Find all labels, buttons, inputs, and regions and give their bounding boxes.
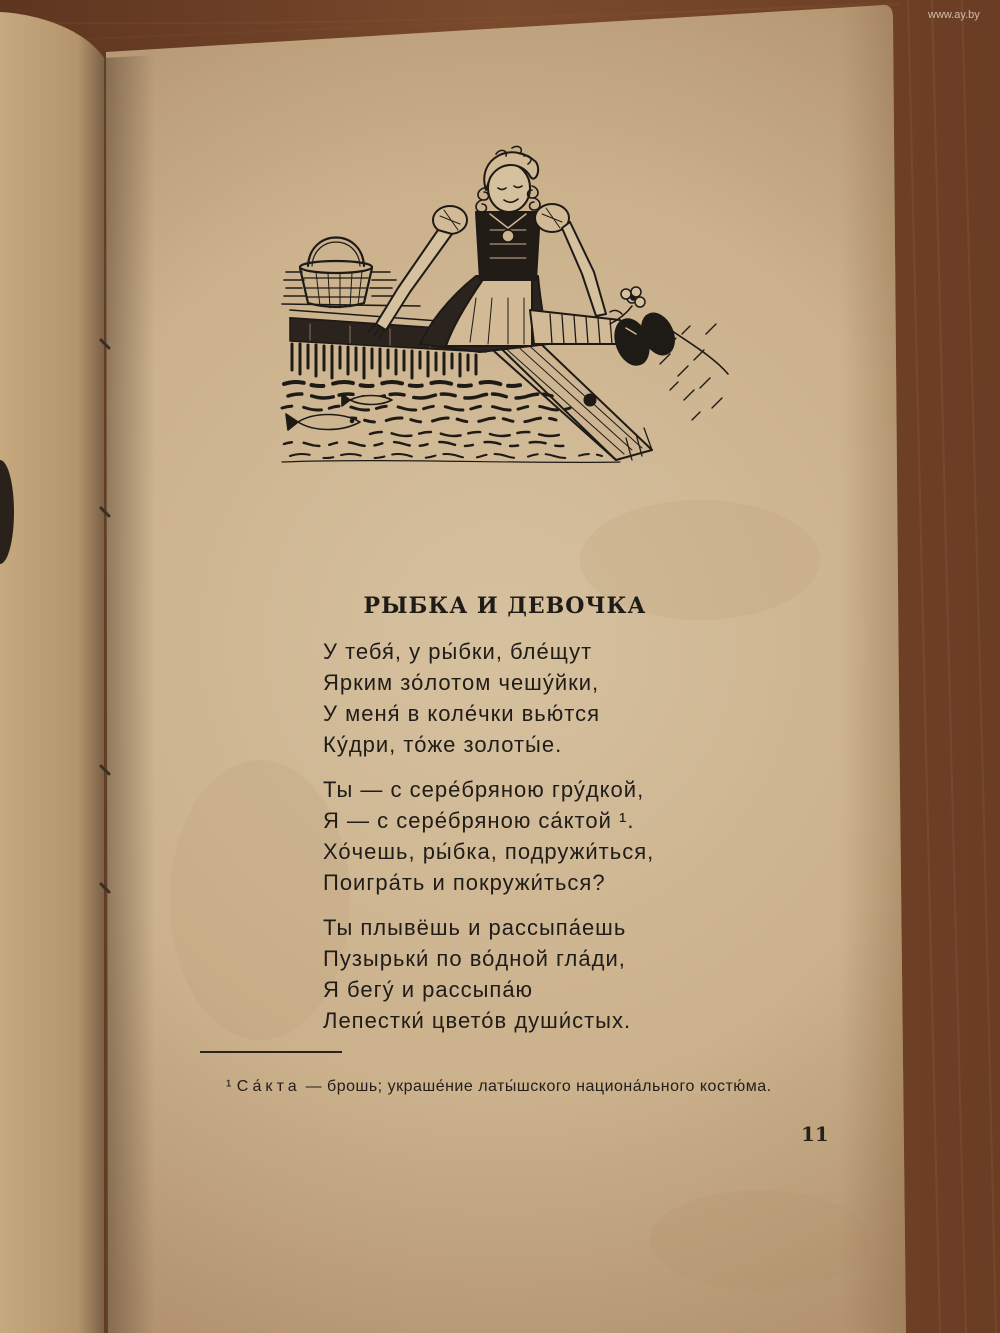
brooch (502, 230, 514, 242)
poem-line: Хо́чешь, ры́бка, подружи́ться, (323, 839, 655, 864)
footnote-marker: ¹ (226, 1078, 232, 1095)
poem-line: Лепестки́ цвето́в души́стых. (323, 1008, 632, 1033)
right-arm (562, 222, 606, 316)
left-page (0, 12, 104, 1333)
poem-line: Ку́дри, то́же золоты́е. (323, 732, 563, 757)
poem-line: Я — с сере́бряною са́ктой ¹. (323, 808, 635, 833)
gutter-shadow (104, 55, 155, 1333)
bodice (476, 212, 540, 280)
scene-baseline (282, 461, 620, 463)
poem-line: Ярким зо́лотом чешу́йки, (323, 670, 600, 695)
footnote-term: Са́кта (236, 1078, 301, 1095)
poem-line: Ты плывёшь и рассыпа́ешь (323, 915, 627, 940)
poem-title: РЫБКА И ДЕВОЧКА (363, 593, 647, 619)
stanza-1 (323, 636, 863, 760)
watermark: www.ay.by (928, 9, 980, 21)
page-number: 11 (801, 1122, 829, 1146)
poem-line: Поигра́ть и покружи́ться? (323, 870, 606, 895)
girl-by-water-illustration (280, 138, 730, 468)
stanza-2 (323, 774, 863, 898)
poem-body (323, 636, 863, 1036)
basket (300, 238, 372, 309)
poem-line: Я бегу́ и рассыпа́ю (323, 977, 534, 1002)
poem-line: Пузырьки́ по во́дной гла́ди, (323, 946, 626, 971)
fish (286, 394, 392, 430)
footnote-divider (200, 1051, 342, 1053)
stanza-3 (323, 912, 863, 1036)
footnote (226, 1078, 772, 1096)
footnote-text: — брошь; украше́ние латы́шского национа́льного костю́ма. (305, 1078, 772, 1095)
poem-line: У меня́ в коле́чки вью́тся (323, 701, 600, 726)
poem-line: Ты — с сере́бряною гру́дкой, (323, 777, 645, 802)
poem-line: У тебя́, у ры́бки, бле́щут (323, 639, 593, 664)
